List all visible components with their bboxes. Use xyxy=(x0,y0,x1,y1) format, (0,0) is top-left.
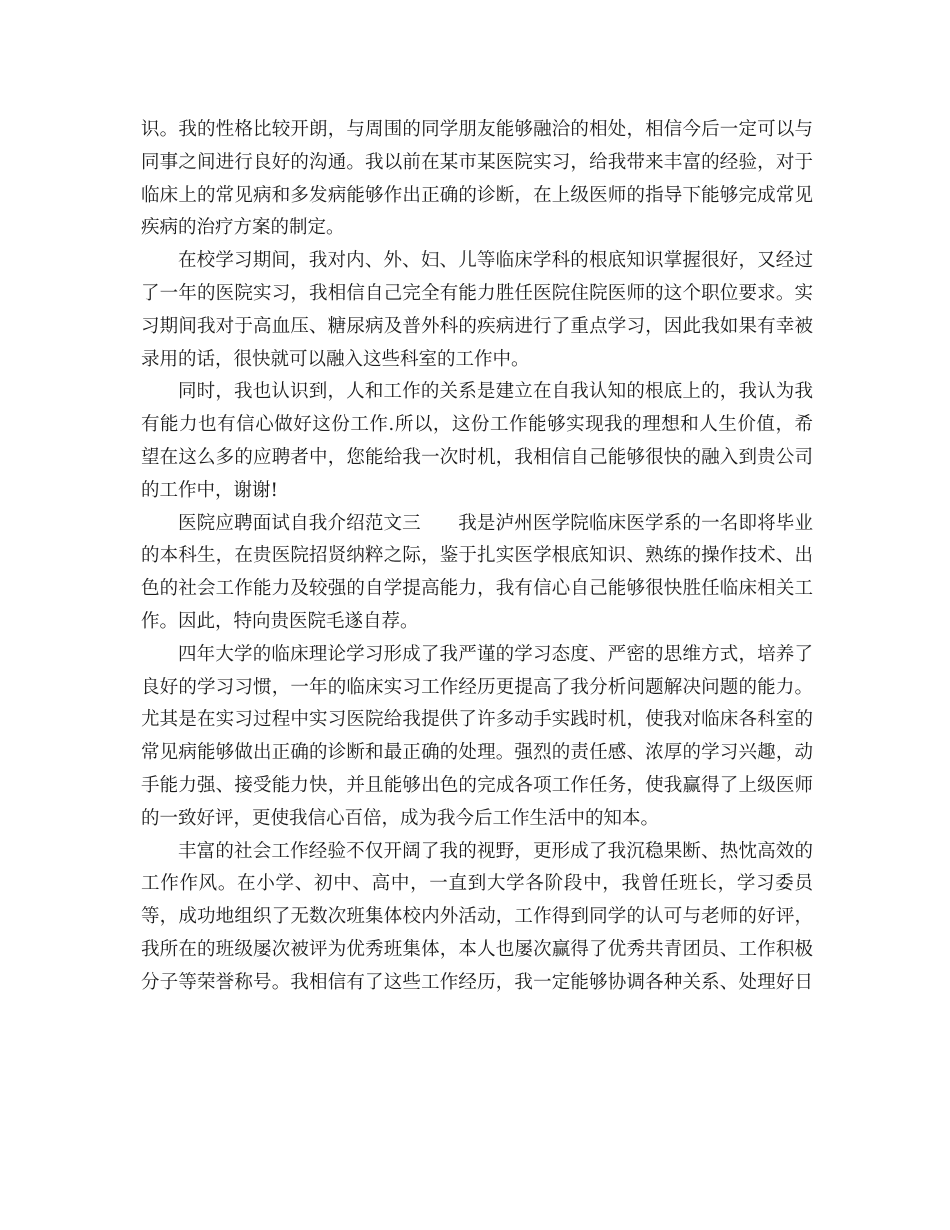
text-line: 录用的话，很快就可以融入这些科室的工作中。 xyxy=(141,348,530,370)
paragraph xyxy=(141,836,813,1000)
text-line: 色的社会工作能力及较强的自学提高能力，我有信心自己能够很快胜任临床相关工 xyxy=(141,578,813,600)
text-line: 工作作风。在小学、初中、高中，一直到大学各阶段中，我曾任班长，学习委员 xyxy=(141,873,813,895)
document-body xyxy=(141,114,813,1000)
text-line: 同事之间进行良好的沟通。我以前在某市某医院实习，给我带来丰富的经验，对于 xyxy=(141,151,813,173)
paragraph xyxy=(141,508,813,639)
text-line: 尤其是在实习过程中实习医院给我提供了许多动手实践时机，使我对临床各科室的 xyxy=(141,709,813,731)
text-line: 的工作中，谢谢! xyxy=(141,479,278,501)
text-line: 习期间我对于高血压、糖尿病及普外科的疾病进行了重点学习，因此我如果有幸被 xyxy=(141,315,813,337)
text-line: 手能力强、接受能力快，并且能够出色的完成各项工作任务，使我赢得了上级医师 xyxy=(141,774,813,796)
text-line: 分子等荣誉称号。我相信有了这些工作经历，我一定能够协调各种关系、处理好日 xyxy=(141,971,813,993)
text-line: 良好的学习习惯，一年的临床实习工作经历更提高了我分析问题解决问题的能力。 xyxy=(141,676,813,698)
text-line: 的一致好评，更使我信心百倍，成为我今后工作生活中的知本。 xyxy=(141,807,660,829)
paragraph xyxy=(141,639,813,836)
text-line: 的本科生，在贵医院招贤纳粹之际，鉴于扎实医学根底知识、熟练的操作技术、出 xyxy=(141,545,813,567)
text-line: 识。我的性格比较开朗，与周围的同学朋友能够融洽的相处，相信今后一定可以与 xyxy=(141,119,813,140)
text-line: 常见病能够做出正确的诊断和最正确的处理。强烈的责任感、浓厚的学习兴趣，动 xyxy=(141,742,813,764)
text-line: 等，成功地组织了无数次班集体校内外活动，工作得到同学的认可与老师的好评， xyxy=(141,906,813,928)
text-line: 我所在的班级屡次被评为优秀班集体，本人也屡次赢得了优秀共青团员、工作积极 xyxy=(141,938,813,960)
text-line: 临床上的常见病和多发病能够作出正确的诊断，在上级医师的指导下能够完成常见 xyxy=(141,184,813,206)
text-line: 在校学习期间，我对内、外、妇、儿等临床学科的根底知识掌握很好，又经过 xyxy=(178,250,813,272)
text-line: 同时，我也认识到，人和工作的关系是建立在自我认知的根底上的，我认为我 xyxy=(178,381,813,403)
text-line: 医院应聘面试自我介绍范文三 我是泸州医学院临床医学系的一名即将毕业 xyxy=(178,512,813,534)
paragraph xyxy=(141,114,813,245)
text-line: 丰富的社会工作经验不仅开阔了我的视野，更形成了我沉稳果断、热忱高效的 xyxy=(178,840,813,862)
text-line: 望在这么多的应聘者中，您能给我一次时机，我相信自己能够很快的融入到贵公司 xyxy=(141,446,813,468)
paragraph xyxy=(141,376,813,507)
text-line: 了一年的医院实习，我相信自己完全有能力胜任医院住院医师的这个职位要求。实 xyxy=(141,282,813,304)
paragraph xyxy=(141,245,813,376)
text-line: 疾病的治疗方案的制定。 xyxy=(141,217,345,239)
text-line: 作。因此，特向贵医院毛遂自荐。 xyxy=(141,610,419,632)
text-line: 四年大学的临床理论学习形成了我严谨的学习态度、严密的思维方式，培养了 xyxy=(178,643,813,665)
text-line: 有能力也有信心做好这份工作.所以，这份工作能够实现我的理想和人生价值，希 xyxy=(141,414,813,436)
